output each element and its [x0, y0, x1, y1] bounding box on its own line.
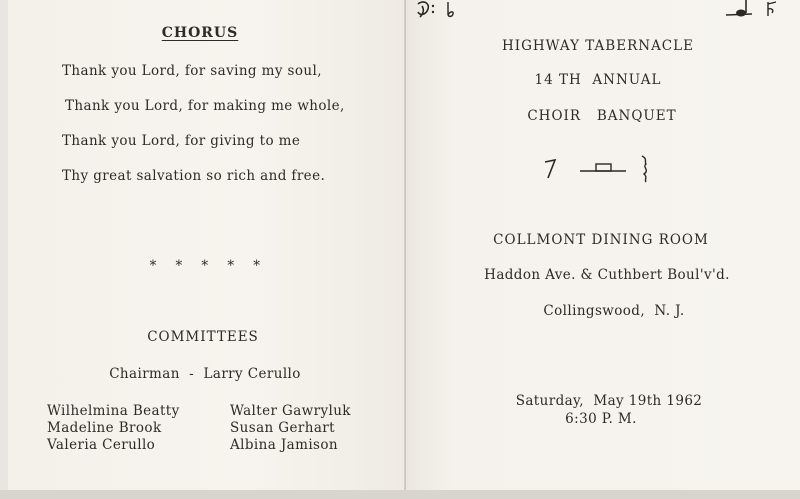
title-line: HIGHWAY TABERNACLE: [502, 38, 694, 54]
title-line: CHOIR BANQUET: [527, 108, 677, 124]
chorus-heading: CHORUS: [161, 25, 239, 41]
chorus-line: Thank you Lord, for giving to me: [62, 133, 301, 149]
venue-name: COLLMONT DINING ROOM: [493, 232, 709, 248]
section-separator: * * * * *: [149, 258, 261, 274]
handwritten-bass-clef-mark: [412, 0, 462, 22]
committee-member: Susan Gerhart: [230, 420, 335, 436]
chorus-line: Thank you Lord, for making me whole,: [65, 98, 345, 114]
committee-member: Walter Gawryluk: [230, 403, 351, 419]
committees-heading: COMMITTEES: [147, 329, 259, 345]
event-date: Saturday, May 19th 1962: [515, 393, 703, 409]
handwritten-note-mark: [724, 0, 780, 22]
committee-member: Wilhelmina Beatty: [47, 403, 180, 419]
handwritten-rhythm-mark: [540, 150, 660, 186]
committee-member: Albina Jamison: [230, 437, 338, 453]
event-time: 6:30 P. M.: [565, 411, 637, 427]
chorus-line: Thank you Lord, for saving my soul,: [62, 63, 322, 79]
committee-member: Madeline Brook: [47, 420, 162, 436]
table-surface: [0, 490, 800, 499]
chorus-line: Thy great salvation so rich and free.: [62, 168, 326, 184]
venue-city: Collingswood, N. J.: [543, 303, 685, 319]
venue-address: Haddon Ave. & Cuthbert Boul'v'd.: [484, 267, 730, 283]
title-line: 14 TH ANNUAL: [534, 72, 662, 88]
chairman-line: Chairman - Larry Cerullo: [109, 366, 301, 382]
committee-member: Valeria Cerullo: [47, 437, 156, 453]
